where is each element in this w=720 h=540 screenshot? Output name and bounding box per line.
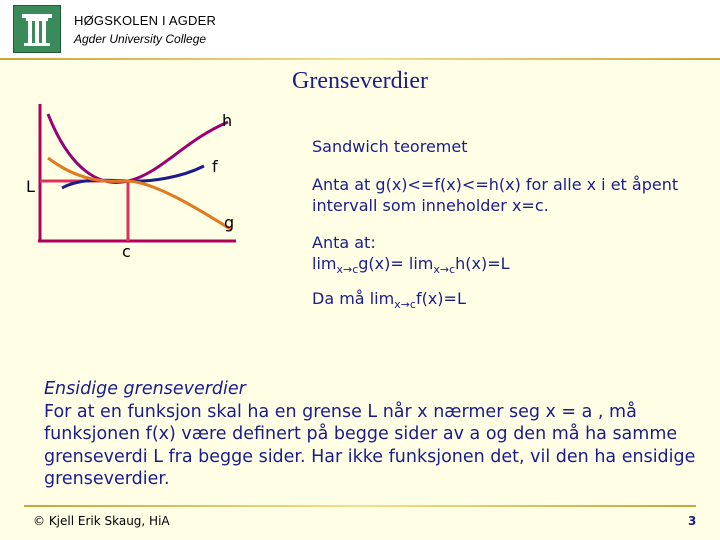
footer-author: © Kjell Erik Skaug, HiA — [33, 514, 170, 528]
label-h: h — [222, 111, 233, 130]
header-band — [0, 0, 720, 60]
lim-subscript: x→c — [336, 263, 359, 276]
label-L: L — [26, 177, 35, 196]
theorem-hypothesis: Anta at g(x)<=f(x)<=h(x) for alle x i et åpent intervall som inneholder x=c. — [312, 175, 679, 215]
sandwich-theorem — [312, 136, 712, 311]
slide-title: Grenseverdier — [292, 68, 428, 94]
school-name: HØGSKOLEN I AGDER — [74, 13, 217, 28]
pillar-logo-icon — [13, 5, 61, 53]
curve-g — [48, 158, 235, 232]
label-f: f — [212, 157, 218, 176]
theorem-assume-line — [312, 253, 712, 276]
section-heading: Ensidige grenseverdier — [44, 379, 246, 399]
lim-subscript: x→c — [433, 263, 456, 276]
label-g: g — [224, 213, 235, 232]
header-divider — [0, 58, 720, 60]
expr-text: g(x)= lim — [358, 254, 434, 273]
lim-subscript: x→c — [394, 298, 416, 311]
conclusion-expr: f(x)=L — [415, 289, 466, 308]
one-sided-limits-section — [44, 378, 704, 491]
label-c: c — [122, 242, 131, 261]
page-number: 3 — [688, 514, 697, 528]
school-subtitle: Agder University College — [74, 32, 207, 46]
conclusion-prefix: Da må lim — [312, 289, 395, 308]
sandwich-graph — [0, 100, 300, 270]
footer-divider — [24, 505, 696, 507]
section-body: For at en funksjon skal ha en grense L når x nærmer seg x = a , må funksjonen f(x) være definert på begge sider av a og den må ha samme grenseverdi L fra begge sider. Har ikke funksjonen det, vil den ha ensidige grenseverdier. — [44, 401, 696, 489]
lim-text: lim — [312, 254, 337, 273]
expr-text: h(x)=L — [455, 254, 510, 273]
theorem-assume-label: Anta at: — [312, 233, 376, 252]
theorem-heading: Sandwich teoremet — [312, 137, 468, 156]
theorem-conclusion — [312, 288, 712, 311]
pillar-logo-graphic — [14, 6, 60, 52]
